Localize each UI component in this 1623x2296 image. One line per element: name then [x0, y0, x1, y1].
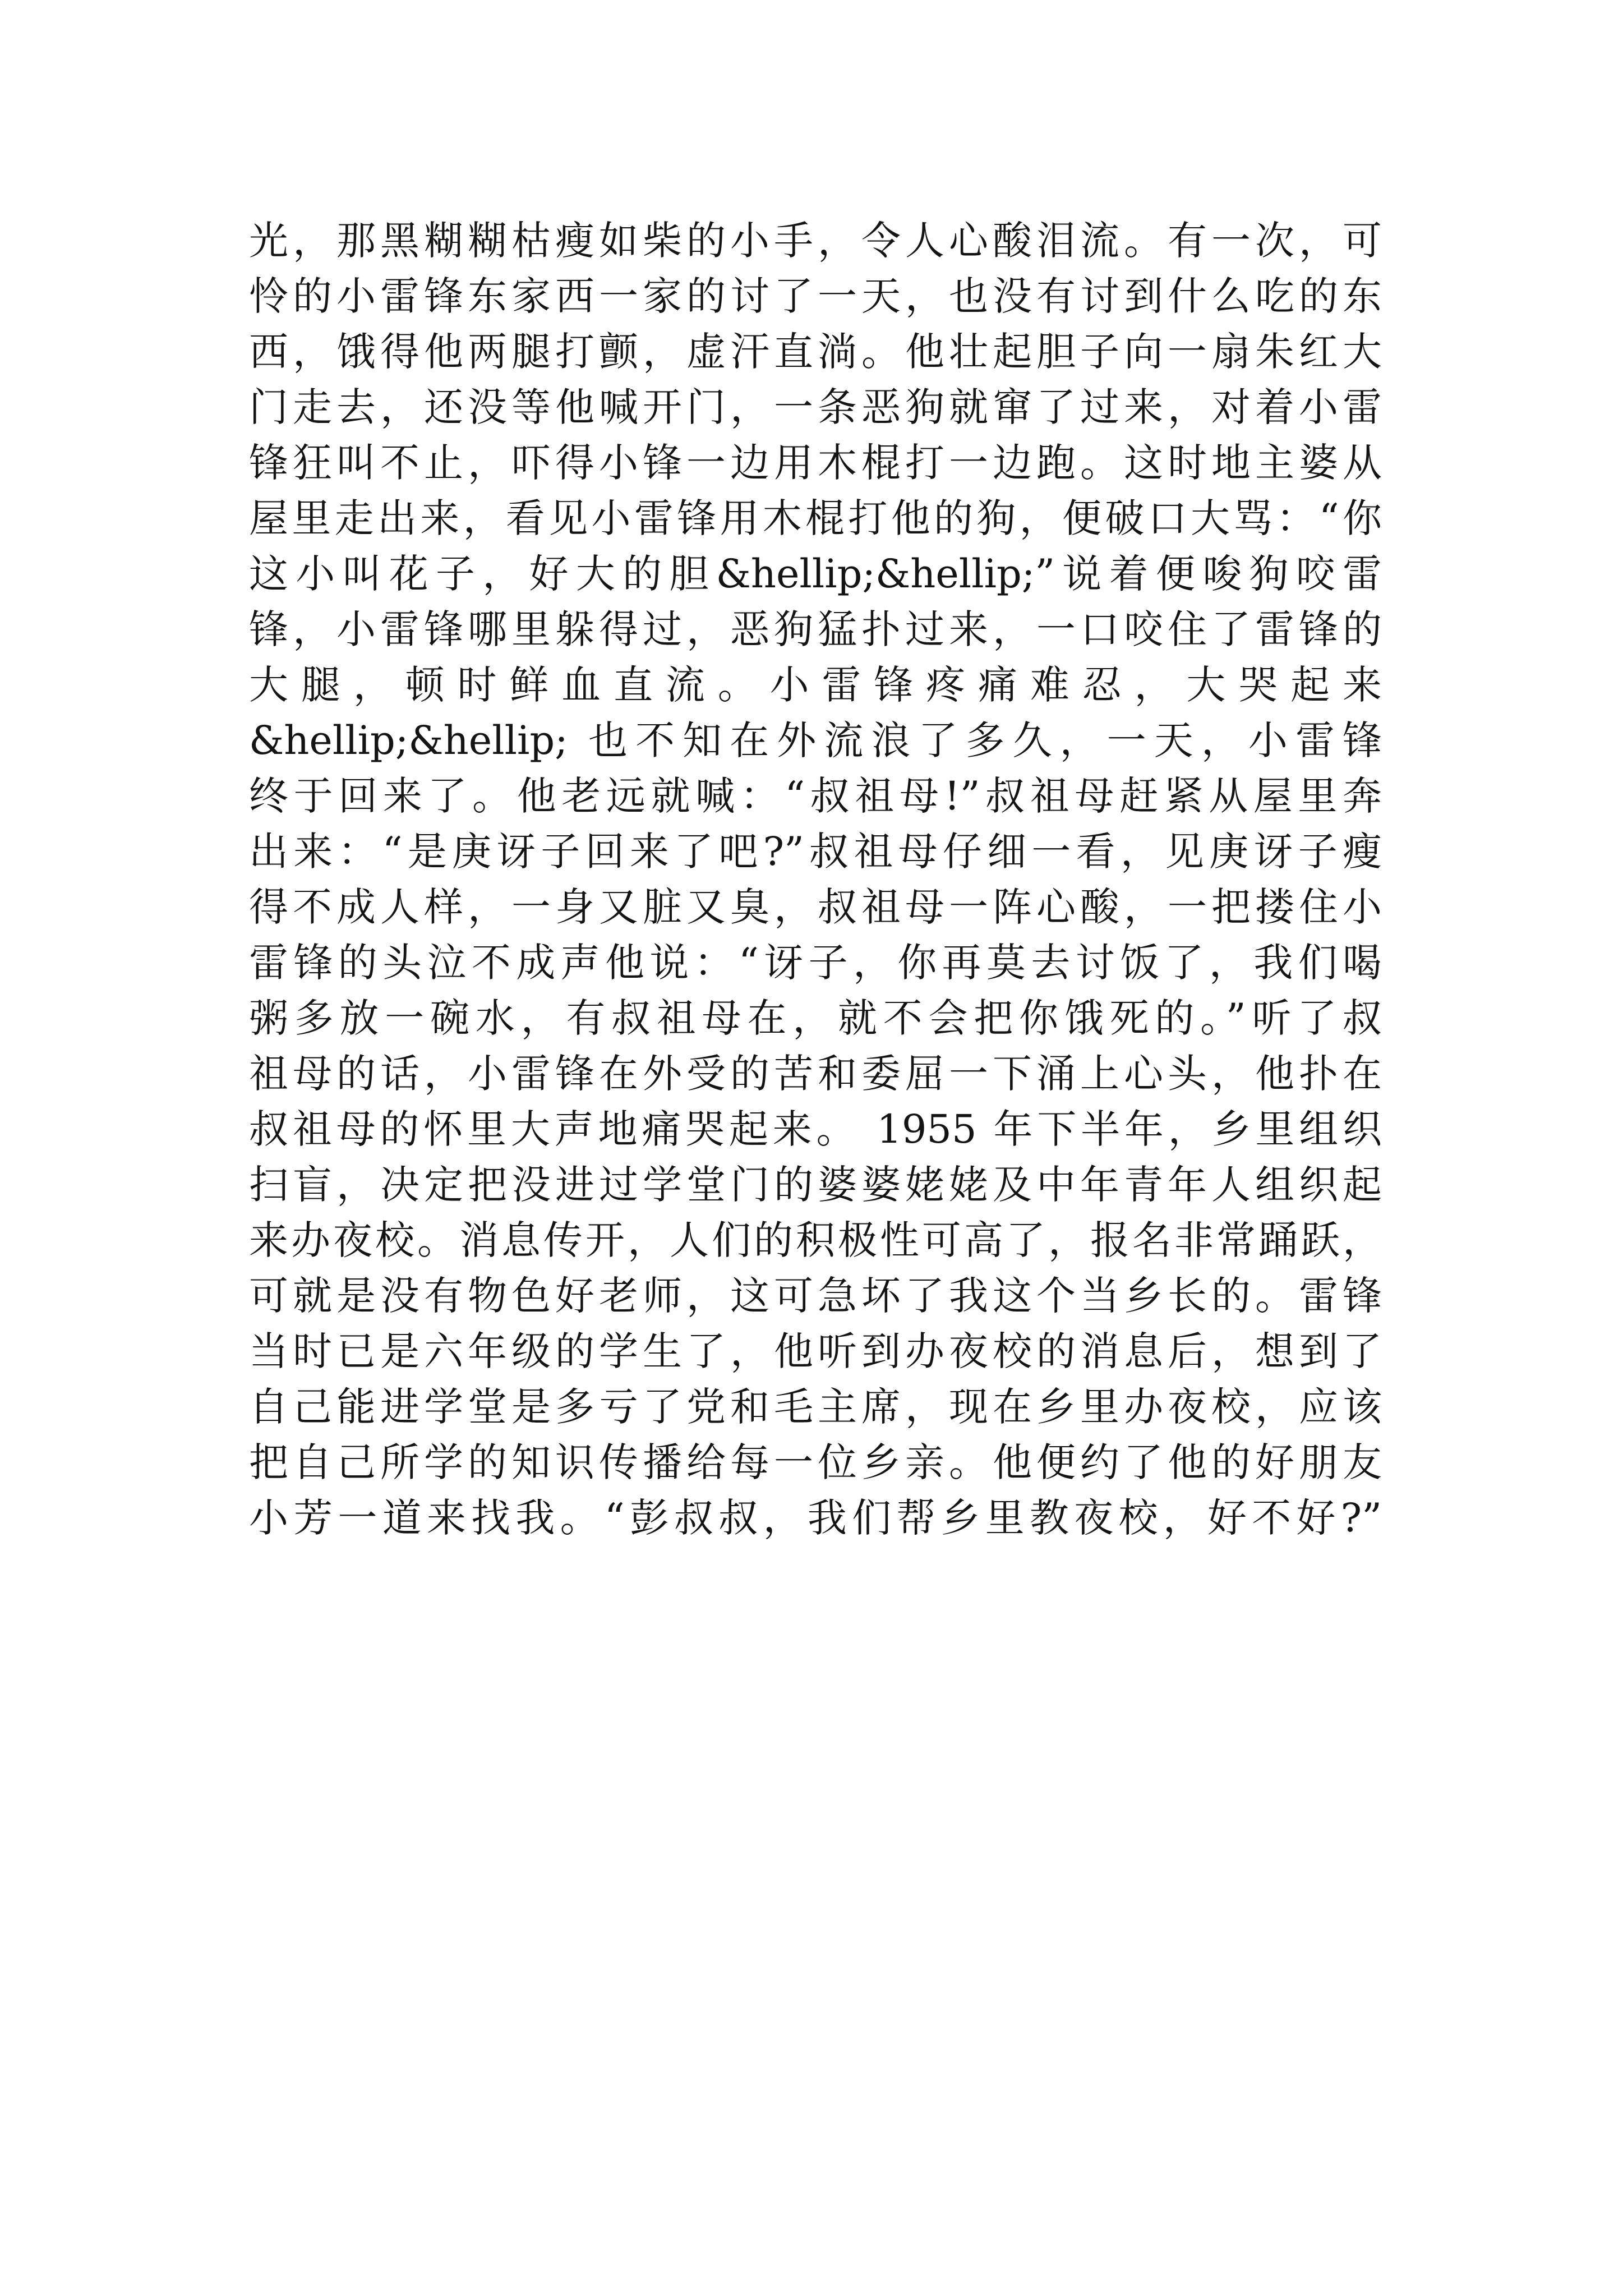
- text-line-14: 雷锋的头泣不成声他说：“讶子，你再莫去讨饭了，我们喝: [249, 940, 1382, 986]
- text-line-22: 自己能进学堂是多亏了党和毛主席，现在乡里办夜校，应该: [249, 1384, 1382, 1430]
- text-line-13: 得不成人样，一身又脏又臭，叔祖母一阵心酸，一把搂住小: [249, 884, 1382, 930]
- text-line-1: 光，那黑糊糊枯瘦如柴的小手，令人心酸泪流。有一次，可: [249, 218, 1382, 264]
- text-line-3: 西，饿得他两腿打颤，虚汗直淌。他壮起胆子向一扇朱红大: [249, 329, 1382, 375]
- text-line-24: 小芳一道来找我。“彭叔叔，我们帮乡里教夜校，好不好?”: [249, 1495, 1382, 1541]
- text-line-19: 来办夜校。消息传开，人们的积极性可高了，报名非常踊跃，: [249, 1217, 1382, 1263]
- text-line-12: 出来：“是庚讶子回来了吧?”叔祖母仔细一看，见庚讶子瘦: [249, 829, 1382, 875]
- text-line-7: 这小叫花子，好大的胆&hellip;&hellip;”说着便唆狗咬雷: [249, 551, 1382, 597]
- text-line-9: 大腿，顿时鲜血直流。小雷锋疼痛难忍，大哭起来: [249, 662, 1382, 708]
- text-line-10: &hellip;&hellip; 也不知在外流浪了多久，一天，小雷锋: [249, 717, 1382, 763]
- text-line-21: 当时已是六年级的学生了，他听到办夜校的消息后，想到了: [249, 1328, 1382, 1374]
- text-line-20: 可就是没有物色好老师，这可急坏了我这个当乡长的。雷锋: [249, 1273, 1382, 1319]
- text-line-4: 门走去，还没等他喊开门，一条恶狗就窜了过来，对着小雷: [249, 384, 1382, 430]
- text-line-23: 把自己所学的知识传播给每一位乡亲。他便约了他的好朋友: [249, 1439, 1382, 1485]
- body-text: [249, 213, 1382, 1546]
- text-line-15: 粥多放一碗水，有叔祖母在，就不会把你饿死的。”听了叔: [249, 995, 1382, 1041]
- text-line-17: 叔祖母的怀里大声地痛哭起来。 1955 年下半年，乡里组织: [249, 1106, 1382, 1152]
- text-line-16: 祖母的话，小雷锋在外受的苦和委屈一下涌上心头，他扑在: [249, 1051, 1382, 1097]
- text-line-11: 终于回来了。他老远就喊：“叔祖母!”叔祖母赶紧从屋里奔: [249, 773, 1382, 819]
- text-line-6: 屋里走出来，看见小雷锋用木棍打他的狗，便破口大骂：“你: [249, 495, 1382, 541]
- text-line-18: 扫盲，决定把没进过学堂门的婆婆姥姥及中年青年人组织起: [249, 1162, 1382, 1208]
- text-line-5: 锋狂叫不止，吓得小锋一边用木棍打一边跑。这时地主婆从: [249, 440, 1382, 486]
- text-line-8: 锋，小雷锋哪里躲得过，恶狗猛扑过来，一口咬住了雷锋的: [249, 606, 1382, 652]
- text-line-2: 怜的小雷锋东家西一家的讨了一天，也没有讨到什么吃的东: [249, 273, 1382, 319]
